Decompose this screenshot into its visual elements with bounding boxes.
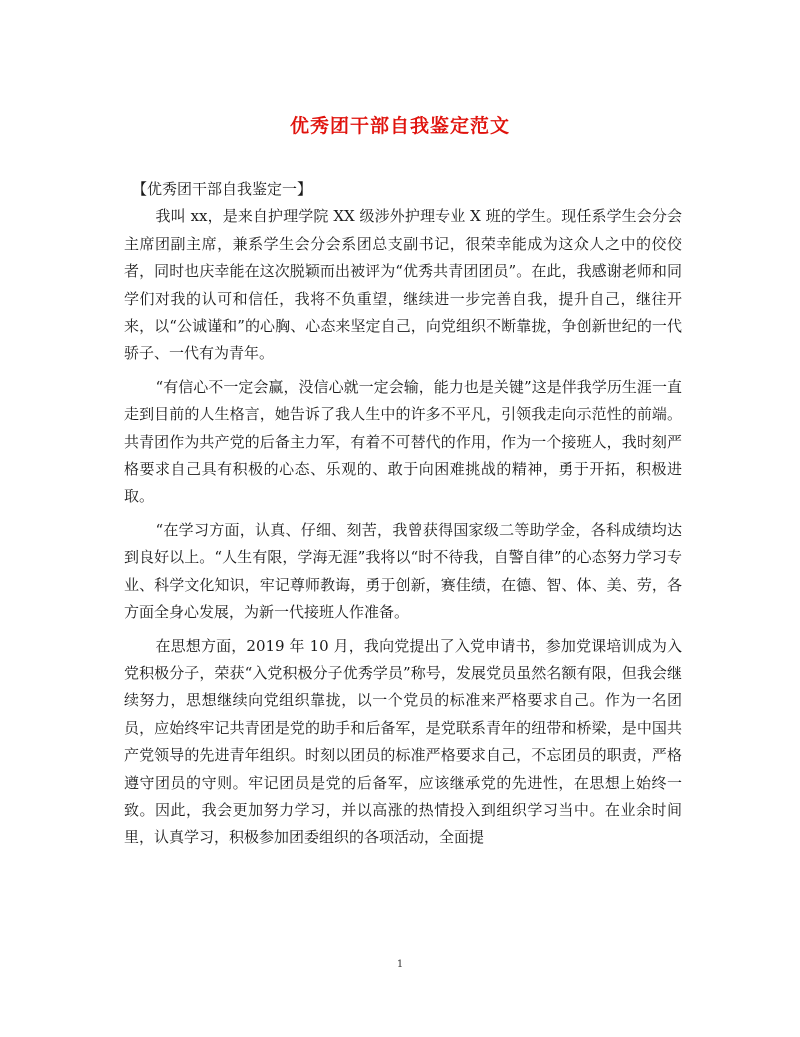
document-title: 优秀团干部自我鉴定范文 [289, 115, 510, 137]
paragraph-2: “有信心不一定会赢，没信心就一定会输，能力也是关键”这是伴我学历生涯一直走到目前的人生格言，她告诉了我人生中的许多不平凡，引领我走向示范性的前端。共青团作为共产党的后备主力军，有着不可替代的作用，作为一个接班人，我时刻严格要求自己具有积极的心态、乐观的、敢于向困难挑战的精神，勇于开拓，积极进取。 [124, 377, 682, 506]
section-heading: 【优秀团干部自我鉴定一】 [132, 180, 313, 198]
paragraph-1: 我叫 xx，是来自护理学院 XX 级涉外护理专业 X 班的学生。现任系学生会分会主席团副主席，兼系学生会分会系团总支副书记，很荣幸能成为这众人之中的佼佼者，同时也庆幸能在这次脱颖而出被评为“优秀共青团团员”。在此，我感谢老师和同学们对我的认可和信任，我将不负重望，继续进一步完善自我，提升自己，继往开来，以“公诚谨和”的心胸、心态来坚定自己，向党组织不断靠拢，争创新世纪的一代骄子、一代有为青年。 [124, 207, 682, 363]
paragraph-3: “在学习方面，认真、仔细、刻苦，我曾获得国家级二等助学金，各科成绩均达到良好以上。“人生有限，学海无涯”我将以“时不待我，自警自律”的心态努力学习专业、科学文化知识，牢记尊师教诲，勇于创新，赛佳绩，在德、智、体、美、劳，各方面全身心发展，为新一代接班人作准备。 [124, 520, 682, 622]
paragraph-4: 在思想方面，2019 年 10 月，我向党提出了入党申请书，参加党课培训成为入党积极分子，荣获“入党积极分子优秀学员”称号，发展党员虽然名额有限，但我会继续努力，思想继续向党组织靠拢，以一个党员的标准来严格要求自己。作为一名团员，应始终牢记共青团是党的助手和后备军，是党联系青年的纽带和桥梁，是中国共产党领导的先进青年组织。时刻以团员的标准严格要求自己，不忘团员的职责，严格遵守团员的守则。牢记团员是党的后备军，应该继承党的先进性，在思想上始终一致。因此，我会更加努力学习，并以高涨的热情投入到组织学习当中。在业余时间里，认真学习，积极参加团委组织的各项活动，全面提 [124, 636, 682, 847]
document-body [124, 176, 682, 852]
page-number: 1 [396, 959, 404, 970]
